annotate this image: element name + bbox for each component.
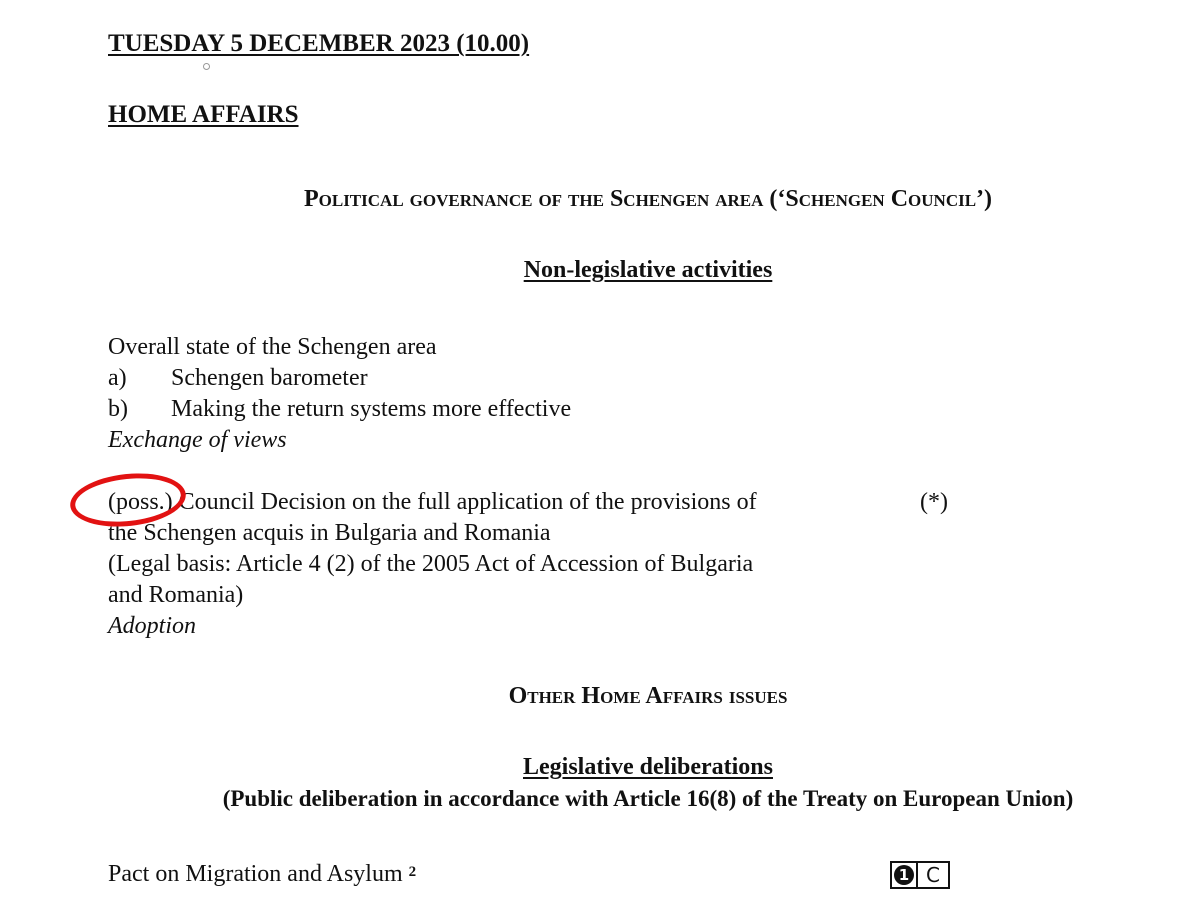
public-deliberation-note: (Public deliberation in accordance with Article 16(8) of the Treaty on European Union) <box>222 786 1074 811</box>
sub-item-a-label: a) <box>108 365 127 391</box>
non-legislative-heading <box>0 257 1200 284</box>
schengen-title: Political governance of the Schengen area (‘Schengen Council’) <box>303 186 993 212</box>
decision-line-1 <box>108 487 757 518</box>
decision-line-2: the Schengen acquis in Bulgaria and Romania <box>108 520 551 546</box>
agenda-item-council-decision <box>108 487 757 642</box>
footnote-marker: 2 <box>408 864 417 880</box>
section-title: HOME AFFAIRS <box>108 101 299 128</box>
decision-title-line1: Council Decision on the full application of the provisions of <box>178 489 757 515</box>
decision-action: Adoption <box>108 613 196 639</box>
sub-item-a <box>108 363 571 394</box>
procedure-badge <box>890 861 950 889</box>
non-legislative-label: Non-legislative activities <box>523 257 773 283</box>
pact-title: Pact on Migration and Asylum <box>108 861 403 887</box>
decision-line-3: (Legal basis: Article 4 (2) of the 2005 Act of Accession of Bulgaria <box>108 551 754 577</box>
sub-item-b-label: b) <box>108 396 128 422</box>
item-title: Overall state of the Schengen area <box>108 334 437 360</box>
pact-item <box>108 859 416 890</box>
sub-item-b-text: Making the return systems more effective <box>171 396 572 422</box>
other-issues-title: Other Home Affairs issues <box>508 683 788 709</box>
agenda-item-overall-state <box>108 332 571 456</box>
sub-item-b <box>108 394 571 425</box>
sub-item-a-text: Schengen barometer <box>171 365 368 391</box>
poss-prefix: (poss.) <box>108 489 173 515</box>
small-circle-mark <box>203 63 210 70</box>
badge-number-box <box>892 863 916 887</box>
item-action: Exchange of views <box>108 427 287 453</box>
legislative-label: Legislative deliberations <box>523 754 773 780</box>
meeting-date: TUESDAY 5 DECEMBER 2023 (10.00) <box>108 30 530 57</box>
legislative-heading <box>0 754 1200 781</box>
asterisk-marker: (*) <box>920 489 948 515</box>
badge-number-icon: 1 <box>894 865 914 885</box>
badge-letter-box: C <box>916 863 948 887</box>
decision-line-4: and Romania) <box>108 582 244 608</box>
